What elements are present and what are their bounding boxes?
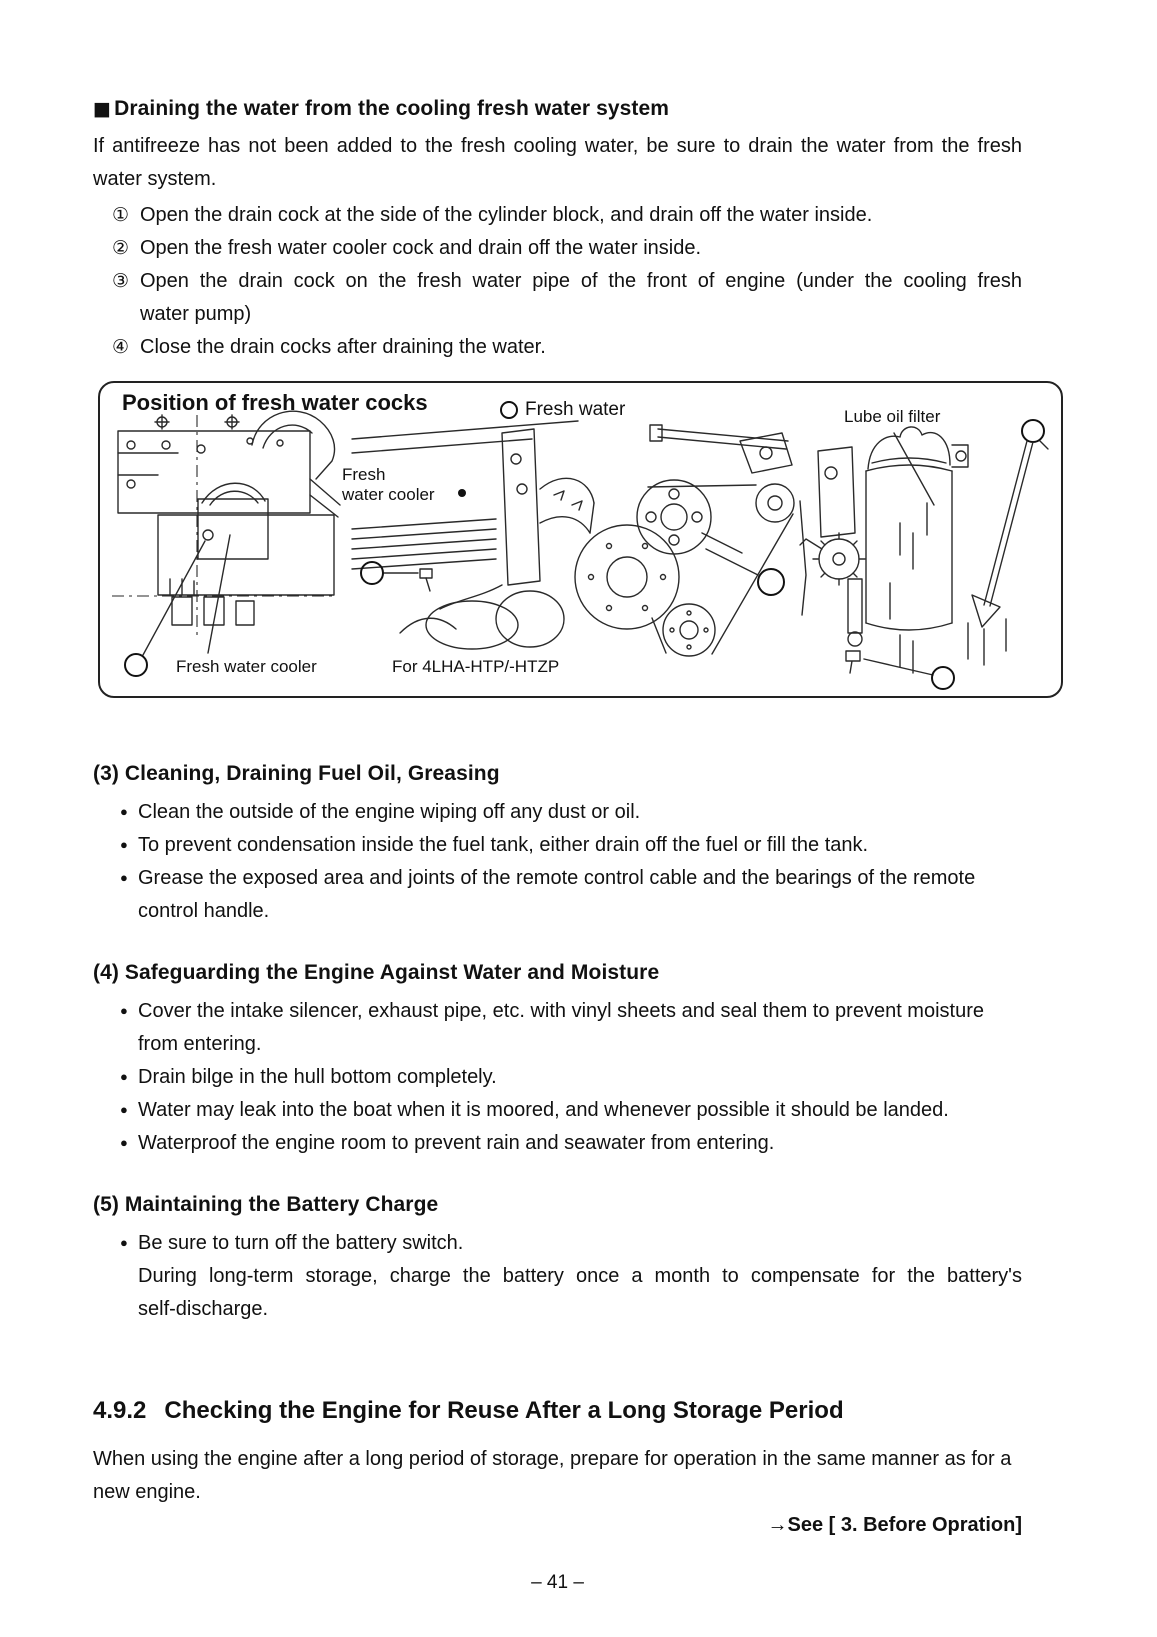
section-3-heading: (3) Cleaning, Draining Fuel Oil, Greasing [93, 762, 500, 785]
circled-1-icon: ① [112, 204, 130, 226]
section-4-heading: (4) Safeguarding the Engine Against Water and Moisture [93, 961, 660, 984]
list-item: ● Water may leak into the boat when it is moored, and whenever possible it should be landed. [93, 1094, 1022, 1127]
list-item: ● Be sure to turn off the battery switch. [93, 1227, 1022, 1260]
list-item: ● Waterproof the engine room to prevent rain and seawater from entering. [93, 1127, 1022, 1160]
drain-steps-list [93, 199, 1022, 364]
fresh-water-cock-symbol [500, 401, 518, 419]
bullet-icon: ● [120, 1135, 128, 1150]
figure-line-art [100, 383, 1060, 695]
model-caption: For 4LHA-HTP/-HTZP [392, 657, 560, 676]
circled-4-icon: ④ [112, 336, 130, 358]
battery-charge-note: During long-term storage, charge the battery once a month to compensate for the battery's self-discharge. [138, 1265, 1022, 1320]
bullet-icon: ● [120, 1069, 128, 1084]
list-item: ● To prevent condensation inside the fuel tank, either drain off the fuel or fill the tank. [93, 829, 1022, 862]
fresh-water-cooler-label-2: Fresh water cooler [342, 465, 435, 504]
list-item: ● Grease the exposed area and joints of the remote control cable and the bearings of the remote control handle. [93, 862, 1022, 928]
engine-front-view-diagram [575, 425, 806, 656]
section-4-safeguarding [93, 960, 1022, 1160]
bullet-icon: ● [120, 1235, 128, 1250]
figure-title: Position of fresh water cocks [122, 390, 428, 415]
section-3-cleaning [93, 761, 1022, 928]
page-number: – 41 – [531, 1572, 584, 1593]
drain-section-title: ■ Draining the water from the cooling fresh water system [93, 97, 670, 120]
engine-side-view-diagram [112, 411, 340, 676]
cock-marker-circle [932, 667, 954, 689]
lube-oil-filter-label: Lube oil filter [844, 407, 941, 426]
lube-oil-filter-diagram [800, 420, 1048, 689]
drain-water-section [93, 96, 1022, 364]
cock-marker-circle [361, 562, 383, 584]
circled-2-icon: ② [112, 237, 130, 259]
engine-4lha-diagram [352, 421, 594, 649]
list-item: ● Drain bilge in the hull bottom completely. [93, 1061, 1022, 1094]
bullet-icon: ● [120, 837, 128, 852]
fresh-water-cooler-label-1: Fresh water cooler [176, 657, 317, 676]
figure-legend [500, 399, 625, 421]
drain-step-3: ③ Open the drain cock on the fresh water pipe of the front of engine (under the cooling fresh water pump) [93, 265, 1022, 331]
section-number: 4.9.2 [93, 1397, 147, 1424]
figure-legend-label: Fresh water [525, 399, 626, 420]
drain-step-1: ① Open the drain cock at the side of the cylinder block, and drain off the water inside. [93, 199, 1022, 232]
drain-step-2: ② Open the fresh water cooler cock and drain off the water inside. [93, 232, 1022, 265]
section-5-battery [93, 1192, 1022, 1326]
cock-marker-circle [758, 569, 784, 595]
list-item: ● Cover the intake silencer, exhaust pipe, etc. with vinyl sheets and seal them to prevent moisture from entering. [93, 995, 1022, 1061]
section-492-heading: 4.9.2 Checking the Engine for Reuse After a Long Storage Period [93, 1397, 844, 1424]
list-item: ● Clean the outside of the engine wiping off any dust or oil. [93, 796, 1022, 829]
section-5-heading: (5) Maintaining the Battery Charge [93, 1193, 439, 1216]
drain-step-4: ④ Close the drain cocks after draining the water. [93, 331, 1022, 364]
section-492-checking [93, 1396, 1022, 1542]
cooler-pointer-dot [458, 489, 466, 497]
cock-marker-circle [125, 654, 147, 676]
bullet-icon: ● [120, 1102, 128, 1117]
drain-intro-paragraph: If antifreeze has not been added to the fresh cooling water, be sure to drain the water from the fresh water system. [93, 135, 1022, 190]
bullet-icon: ● [120, 804, 128, 819]
bullet-icon: ● [120, 870, 128, 885]
circled-3-icon: ③ [112, 270, 130, 292]
bullet-icon: ● [120, 1003, 128, 1018]
fresh-water-cocks-figure [98, 381, 1063, 698]
section-492-body: When using the engine after a long period of storage, prepare for operation in the same manner as for a new engine. [93, 1448, 1012, 1503]
see-reference: →See [ 3. Before Opration] [767, 1514, 1022, 1536]
square-bullet-icon: ■ [93, 98, 112, 120]
